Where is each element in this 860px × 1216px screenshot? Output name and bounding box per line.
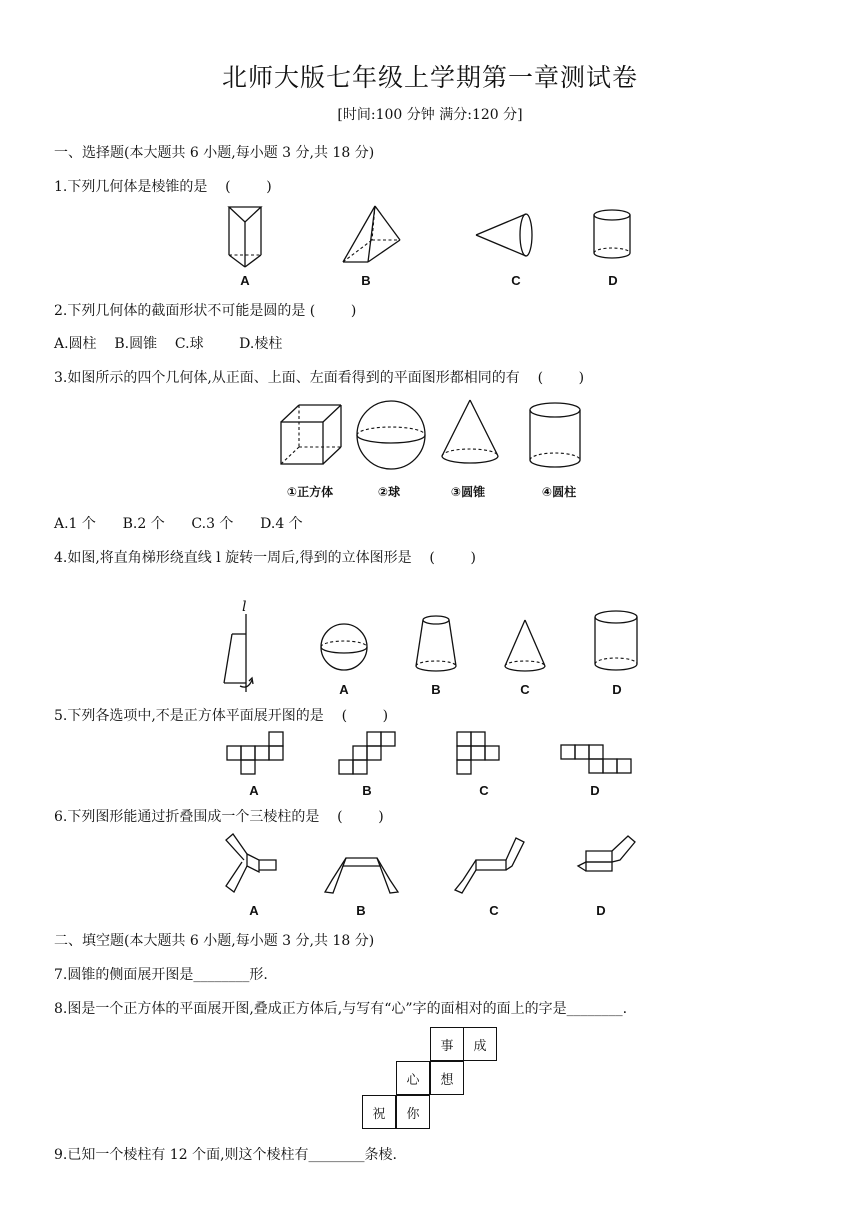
question-6: 6.下列图形能通过折叠围成一个三棱柱的是 ( ) [54, 809, 384, 825]
net-a [227, 732, 283, 774]
q4-label-c: C [520, 682, 530, 697]
section-heading-fill: 二、填空题(本大题共 6 小题,每小题 3 分,共 18 分) [54, 933, 375, 949]
question-5: 5.下列各选项中,不是正方体平面展开图的是 ( ) [54, 708, 389, 724]
q3-label-cube: ①正方体 [286, 485, 334, 499]
pyramid-figure [343, 206, 400, 262]
prism-figure [229, 207, 261, 267]
cone-sideways-figure [476, 214, 532, 256]
axis-label: l [242, 599, 247, 615]
prism-net-d [578, 836, 635, 871]
cone-figure [442, 400, 498, 463]
q3-label-cone: ③圆锥 [450, 485, 486, 499]
prism-net-b [325, 858, 398, 893]
q5-label-a: A [249, 783, 259, 798]
question-8: 8.图是一个正方体的平面展开图,叠成正方体后,与写有“心”字的面相对的面上的字是________. [54, 1001, 628, 1017]
q1-label-d: D [608, 273, 618, 288]
cylinder-option-figure [595, 611, 637, 670]
q1-label-b: B [361, 273, 371, 288]
prism-net-c [455, 838, 524, 893]
question-9: 9.已知一个棱柱有 12 个面,则这个棱柱有________条棱. [54, 1147, 397, 1163]
question-2: 2.下列几何体的截面形状不可能是圆的是 ( ) [54, 303, 357, 319]
frustum-figure [416, 616, 456, 671]
sphere-figure [357, 401, 425, 469]
question-2-options: A.圆柱 B.圆锥 C.球 D.棱柱 [54, 336, 283, 352]
question-4: 4.如图,将直角梯形绕直线 l 旋转一周后,得到的立体图形是 ( ) [54, 550, 476, 566]
q4-label-a: A [339, 682, 349, 697]
q1-label-a: A [240, 273, 250, 288]
q4-label-d: D [612, 682, 622, 697]
q5-label-c: C [479, 783, 489, 798]
question-7: 7.圆锥的侧面展开图是________形. [54, 967, 268, 983]
sphere-option-figure [321, 624, 367, 670]
q6-label-a: A [249, 903, 259, 918]
q3-label-cylinder: ④圆柱 [541, 485, 577, 499]
exam-info: [时间:100 分钟 满分:120 分] [337, 107, 523, 123]
net-d [561, 745, 631, 773]
question-3: 3.如图所示的四个几何体,从正面、上面、左面看得到的平面图形都相同的有 ( ) [54, 370, 585, 386]
q1-label-c: C [511, 273, 521, 288]
net-cell-zhu: 祝 [362, 1095, 396, 1129]
net-cell-shi: 事 [430, 1027, 464, 1061]
cone-option-figure [505, 620, 545, 671]
net-cell-ni: 你 [396, 1095, 430, 1129]
page-title: 北师大版七年级上学期第一章测试卷 [221, 63, 638, 92]
net-cell-xin: 心 [396, 1061, 430, 1095]
question-1: 1.下列几何体是棱锥的是 ( ) [54, 179, 272, 195]
question-3-options: A.1 个 B.2 个 C.3 个 D.4 个 [54, 516, 303, 532]
q3-label-sphere: ②球 [377, 485, 401, 499]
q4-label-b: B [431, 682, 441, 697]
prism-net-a [226, 834, 276, 892]
net-c [457, 732, 499, 774]
trapezoid-figure [224, 614, 253, 692]
cube-figure [281, 405, 341, 464]
net-b [339, 732, 395, 774]
q5-label-d: D [590, 783, 600, 798]
net-cell-xiang: 想 [430, 1061, 464, 1095]
cylinder-figure-2 [530, 403, 580, 467]
q6-label-d: D [596, 903, 606, 918]
section-heading-choice: 一、选择题(本大题共 6 小题,每小题 3 分,共 18 分) [54, 145, 375, 161]
q5-label-b: B [362, 783, 372, 798]
net-cell-cheng: 成 [463, 1027, 497, 1061]
cylinder-figure [594, 210, 630, 258]
q6-label-c: C [489, 903, 499, 918]
q6-label-b: B [356, 903, 366, 918]
